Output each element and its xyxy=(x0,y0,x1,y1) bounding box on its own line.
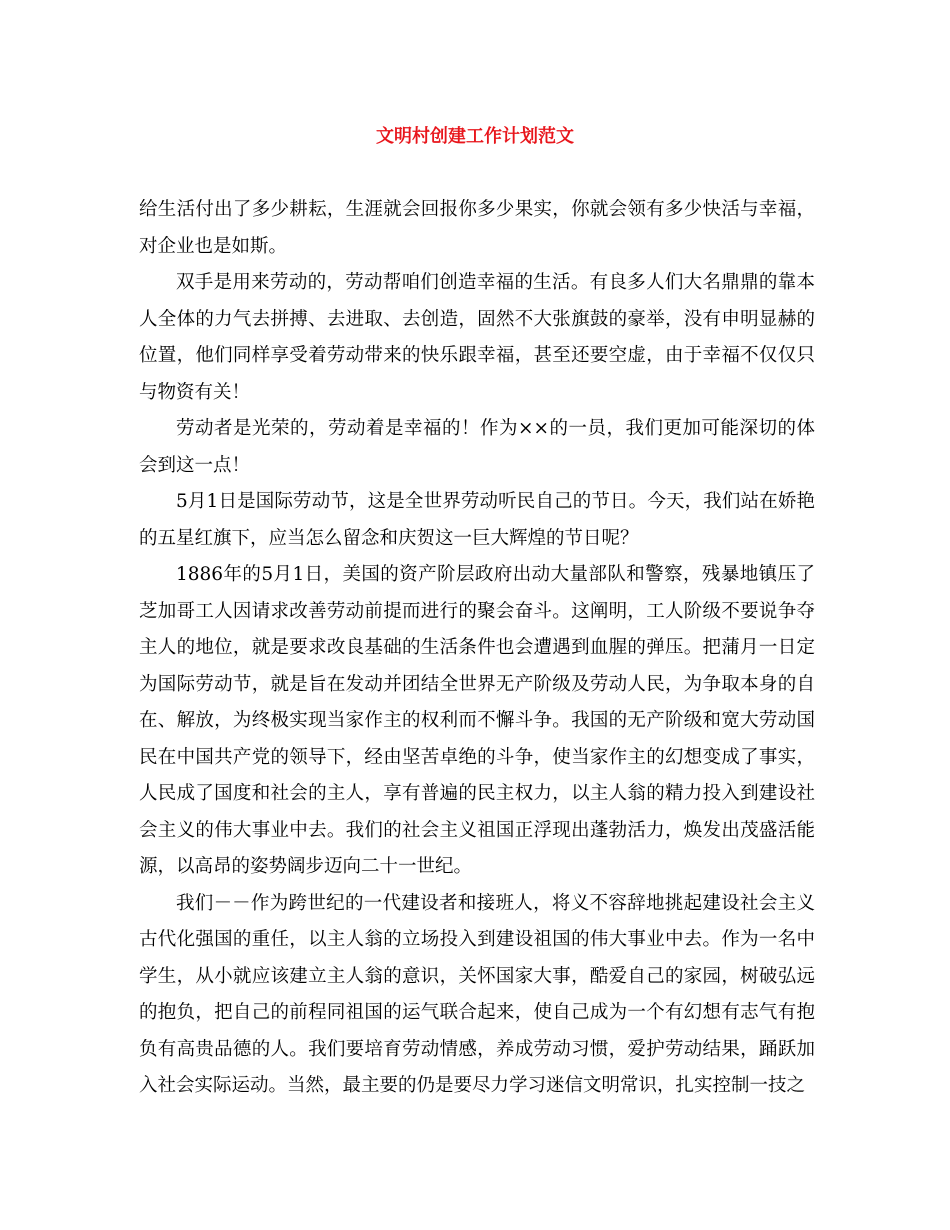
paragraph: 1886年的5月1日，美国的资产阶层政府出动大量部队和警察，残暴地镇压了芝加哥工人因请求改善劳动前提而进行的聚会奋斗。这阐明，工人阶级不要说争夺主人的地位，就是要求改良基础的生活条件也会遭遇到血腥的弹压。把蒲月一日定为国际劳动节，就是旨在发动并团结全世界无产阶级及劳动人民，为争取本身的自在、解放，为终极实现当家作主的权利而不懈斗争。我国的无产阶级和宽大劳动国民在中国共产党的领导下，经由坚苦卓绝的斗争，使当家作主的幻想变成了事实，人民成了国度和社会的主人，享有普遍的民主权力，以主人翁的精力投入到建设社会主义的伟大事业中去。我们的社会主义祖国正浮现出蓬勃活力，焕发出茂盛活能源，以高昂的姿势阔步迈向二十一世纪。 xyxy=(139,564,815,877)
paragraph: 给生活付出了多少耕耘，生涯就会回报你多少果实，你就会领有多少快活与幸福，对企业也是如斯。 xyxy=(139,199,815,257)
document-body xyxy=(139,192,815,1105)
paragraph: 5月1日是国际劳动节，这是全世界劳动听民自己的节日。今天，我们站在娇艳的五星红旗下，应当怎么留念和庆贺这一巨大辉煌的节日呢？ xyxy=(139,491,815,549)
paragraph: 劳动者是光荣的，劳动着是幸福的！作为××的一员，我们更加可能深切的体会到这一点！ xyxy=(139,418,815,476)
paragraph: 我们－－作为跨世纪的一代建设者和接班人，将义不容辞地挑起建设社会主义古代化强国的重任，以主人翁的立场投入到建设祖国的伟大事业中去。作为一名中学生，从小就应该建立主人翁的意识，关怀国家大事，酷爱自己的家园，树破弘远的抱负，把自己的前程同祖国的运气联合起来，使自己成为一个有幻想有志气有抱负有高贵品德的人。我们要培育劳动情感，养成劳动习惯，爱护劳动结果，踊跃加入社会实际运动。当然，最主要的仍是要尽力学习迷信文明常识，扎实控制一技之 xyxy=(139,892,815,1096)
paragraph: 双手是用来劳动的，劳动帮咱们创造幸福的生活。有良多人们大名鼎鼎的靠本人全体的力气去拼搏、去进取、去创造，固然不大张旗鼓的豪举，没有申明显赫的位置，他们同样享受着劳动带来的快乐跟幸福，甚至还要空虚，由于幸福不仅仅只与物资有关！ xyxy=(139,272,815,403)
document-title: 文明村创建工作计划范文 xyxy=(376,126,574,147)
